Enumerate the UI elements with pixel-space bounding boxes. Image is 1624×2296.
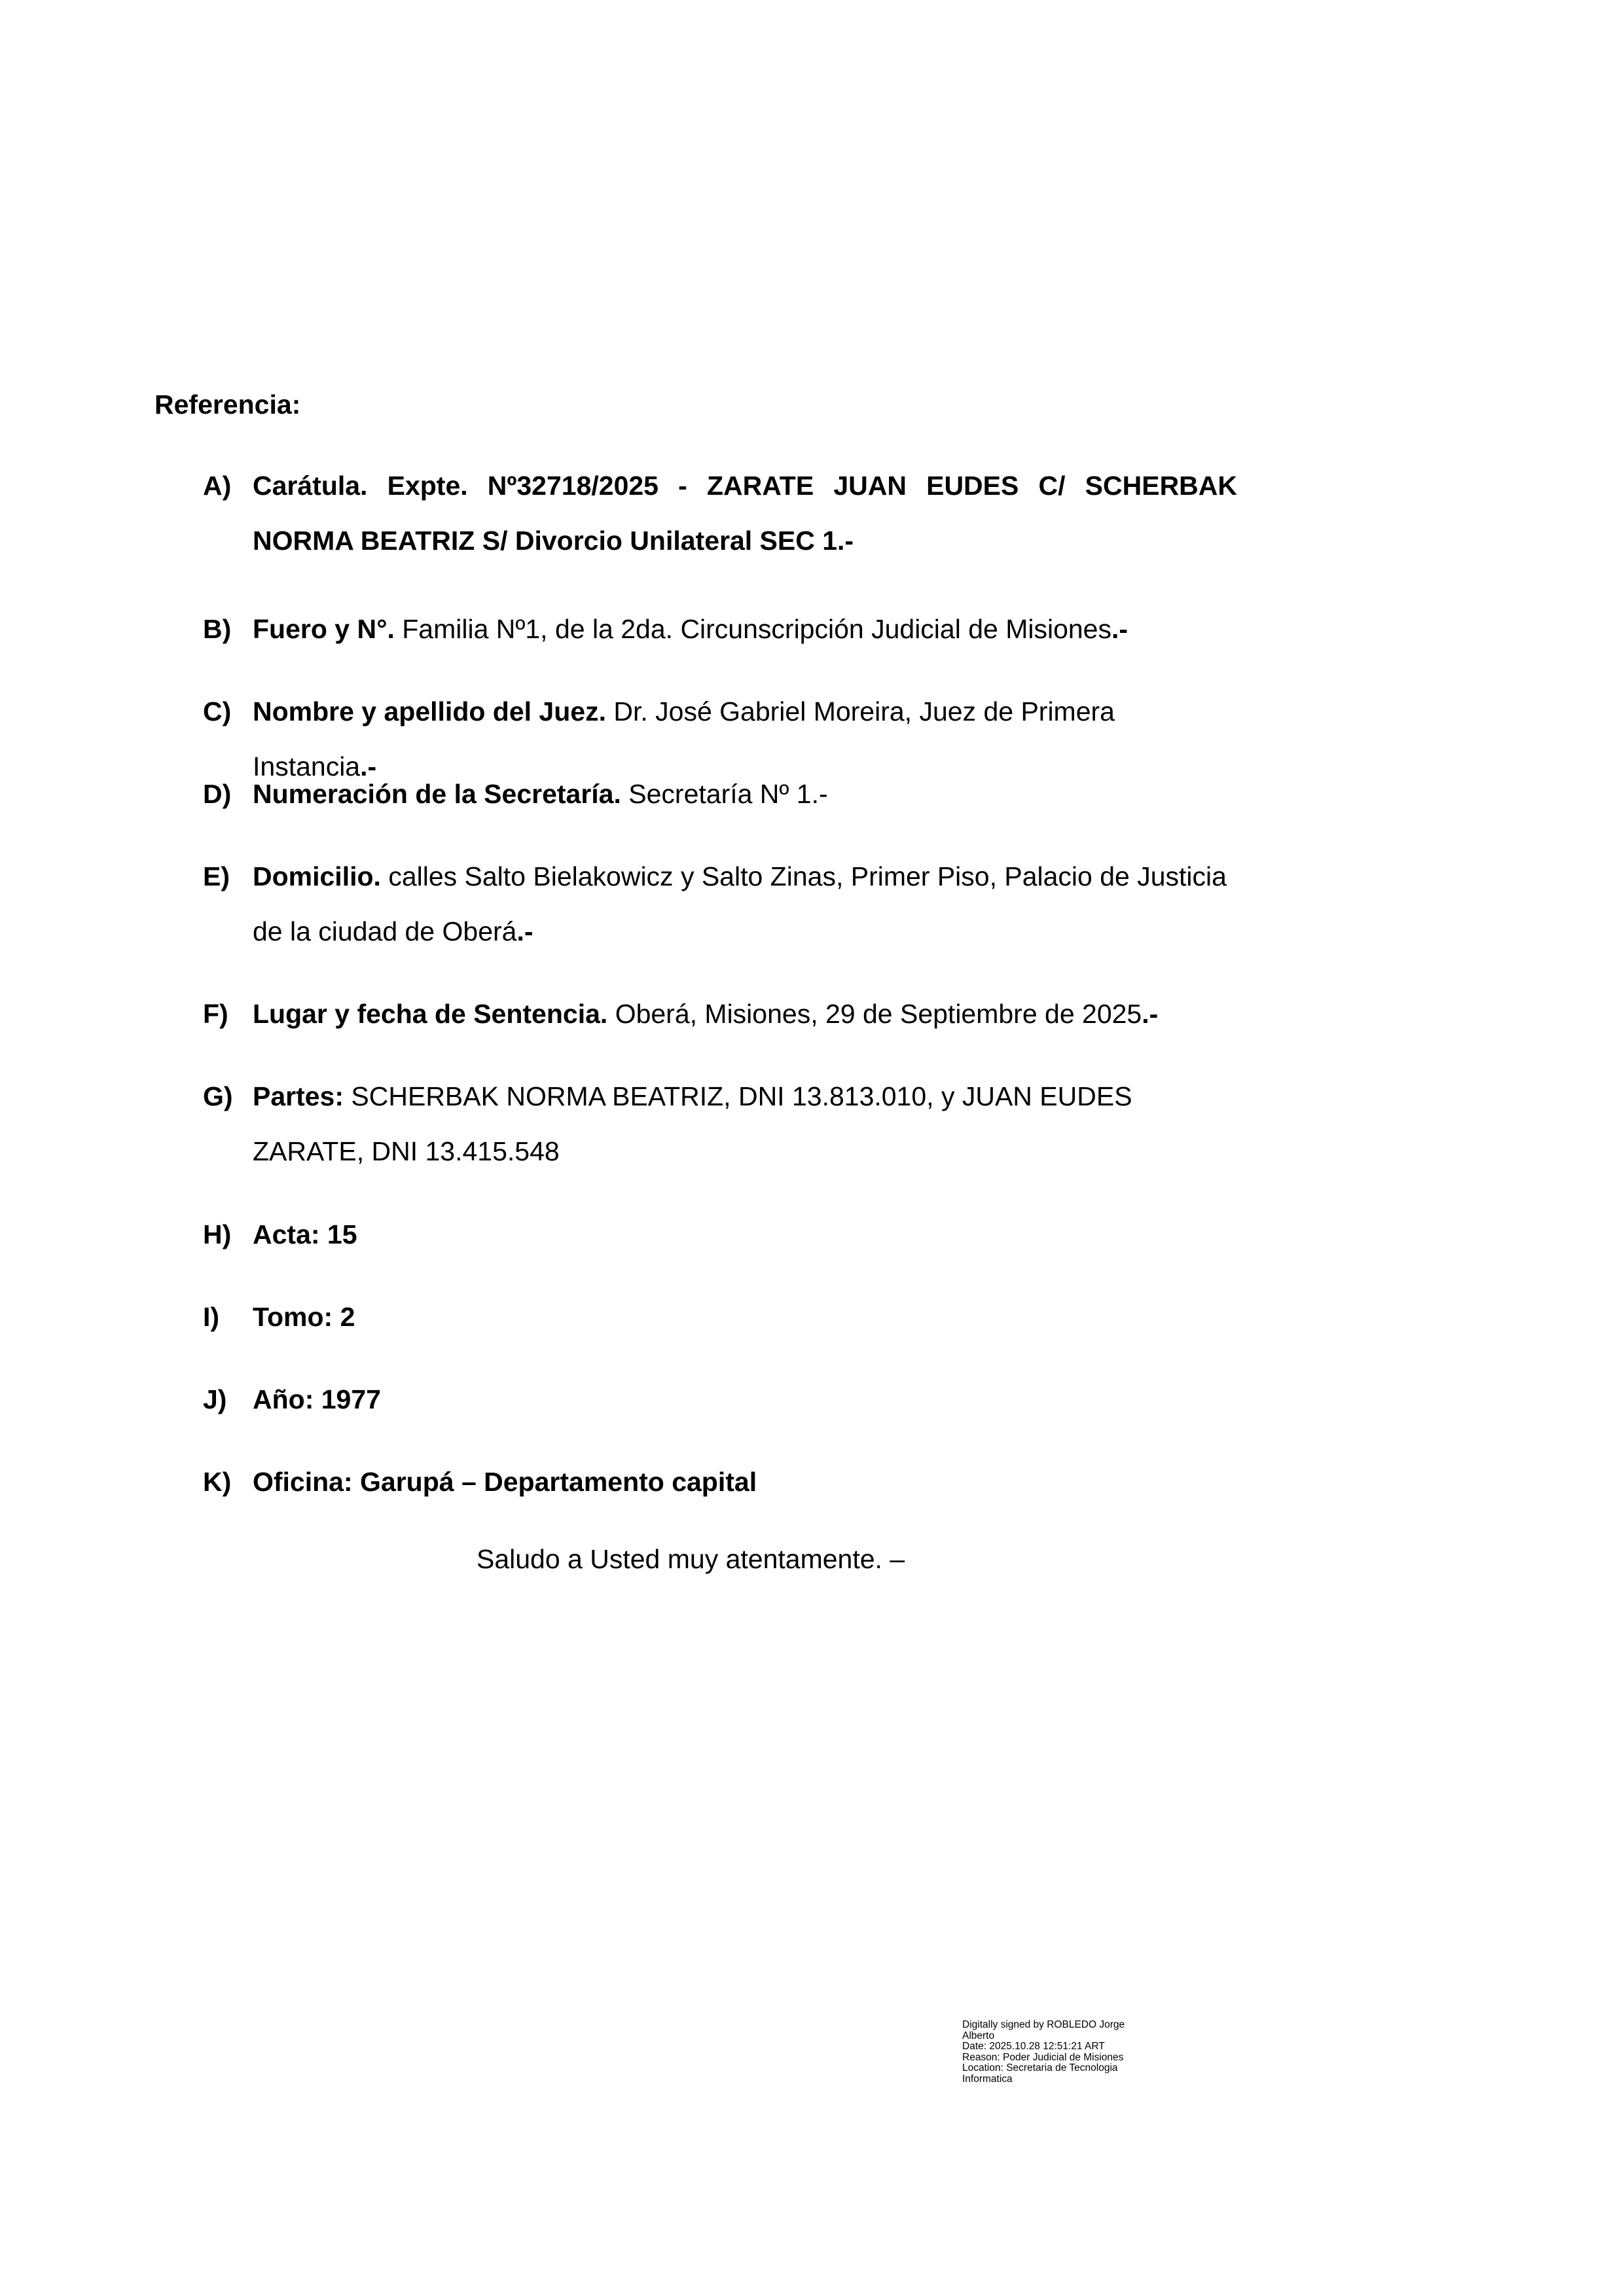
list-item-letter: H)	[203, 1219, 232, 1249]
list-item-letter: F)	[203, 999, 228, 1029]
signature-line: Date: 2025.10.28 12:51:21 ART	[962, 2041, 1105, 2052]
signature-line: Digitally signed by ROBLEDO Jorge	[962, 2019, 1125, 2030]
domicilio-label: Domicilio.	[253, 861, 381, 891]
list-item-j	[203, 1372, 1237, 1427]
signature-line: Informatica	[962, 2073, 1013, 2085]
anio-text: Año: 1977	[253, 1384, 381, 1414]
judge-value: Dr. José Gabriel Moreira, Juez de Primera Instancia	[253, 696, 1115, 781]
caratula-text: Carátula. Expte. Nº32718/2025 - ZARATE JUAN EUDES C/ SCHERBAK NORMA BEATRIZ S/ Divorcio Unilateral SEC 1.-	[253, 471, 1237, 556]
secretaria-label: Numeración de la Secretaría.	[253, 779, 621, 809]
list-item-e	[203, 849, 1237, 959]
partes-label: Partes:	[253, 1081, 344, 1111]
oficina-text: Oficina: Garupá – Departamento capital	[253, 1467, 757, 1497]
list-item-letter: E)	[203, 861, 230, 891]
closing-salutation: Saludo a Usted muy atentamente. –	[477, 1544, 905, 1574]
partes-value: SCHERBAK NORMA BEATRIZ, DNI 13.813.010, y JUAN EUDES ZARATE, DNI 13.415.548	[253, 1081, 1132, 1166]
acta-text: Acta: 15	[253, 1219, 357, 1249]
sentencia-value: Oberá, Misiones, 29 de Septiembre de 2025	[607, 999, 1142, 1029]
list-item-letter: K)	[203, 1467, 232, 1497]
list-item-letter: D)	[203, 779, 232, 809]
signature-line: Alberto	[962, 2030, 995, 2041]
list-item-d	[203, 766, 1237, 821]
fuero-value: Familia Nº1, de la 2da. Circunscripción Judicial de Misiones	[394, 614, 1111, 644]
list-item-letter: J)	[203, 1384, 227, 1414]
domicilio-suffix: .-	[516, 916, 533, 946]
sentencia-label: Lugar y fecha de Sentencia.	[253, 999, 608, 1029]
fuero-suffix: .-	[1111, 614, 1128, 644]
list-item-i	[203, 1289, 1237, 1344]
list-item-b	[203, 601, 1237, 656]
judge-suffix: .-	[360, 751, 377, 781]
sentencia-suffix: .-	[1142, 999, 1159, 1029]
domicilio-value: calles Salto Bielakowicz y Salto Zinas, Primer Piso, Palacio de Justicia de la ciudad de Oberá	[253, 861, 1227, 946]
digital-signature-block	[962, 2020, 1159, 2085]
secretaria-value: Secretaría Nº 1.-	[621, 779, 828, 809]
list-item-letter: C)	[203, 696, 232, 726]
fuero-label: Fuero y N°.	[253, 614, 395, 644]
list-item-f	[203, 986, 1237, 1041]
signature-line: Location: Secretaria de Tecnologia	[962, 2062, 1118, 2073]
list-item-h	[203, 1207, 1237, 1262]
list-item-letter: G)	[203, 1081, 233, 1111]
judge-label: Nombre y apellido del Juez.	[253, 696, 606, 726]
list-item-letter: B)	[203, 614, 232, 644]
list-item-g	[203, 1069, 1237, 1179]
list-item-letter: A)	[203, 471, 232, 501]
list-item-letter: I)	[203, 1302, 220, 1332]
tomo-text: Tomo: 2	[253, 1302, 355, 1332]
list-item-k	[203, 1454, 1237, 1509]
reference-heading: Referencia:	[154, 389, 301, 420]
signature-line: Reason: Poder Judicial de Misiones	[962, 2051, 1124, 2063]
list-item-a	[203, 458, 1237, 568]
